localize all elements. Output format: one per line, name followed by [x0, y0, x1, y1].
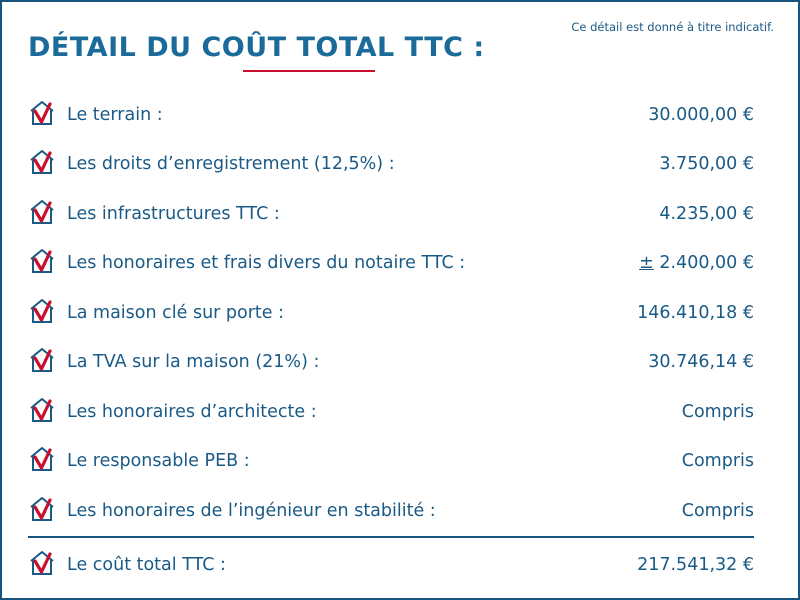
cost-label: La TVA sur la maison (21%) :: [67, 352, 320, 373]
cost-row-architecte: [28, 387, 754, 437]
cost-row-ingenieur: [28, 486, 754, 536]
cost-label: La maison clé sur porte :: [67, 302, 285, 323]
total-value: 217.541,32 €: [637, 555, 754, 575]
disclaimer-note: Ce détail est donné à titre indicatif.: [571, 20, 774, 34]
cost-value: Compris: [681, 500, 754, 521]
house-check-icon: [28, 350, 67, 374]
cost-row-droits: [28, 140, 754, 190]
house-check-icon: [28, 553, 67, 577]
cost-value: [639, 253, 754, 273]
cost-list: [28, 90, 754, 536]
cost-label: Les droits d’enregistrement (12,5%) :: [67, 154, 395, 175]
cost-label: Les honoraires de l’ingénieur en stabilité :: [67, 500, 436, 521]
house-check-icon: [28, 152, 67, 176]
house-check-icon: [28, 449, 67, 473]
house-check-icon: [28, 301, 67, 325]
total-label: Le coût total TTC :: [67, 555, 226, 575]
total-divider: [28, 536, 754, 538]
approx-sign: ±: [639, 253, 654, 274]
cost-row-maison: [28, 288, 754, 338]
cost-value: 146.410,18 €: [637, 302, 754, 323]
house-check-icon: [28, 103, 67, 127]
cost-label: Le terrain :: [67, 104, 163, 125]
house-check-icon: [28, 400, 67, 424]
cost-amount: 2.400,00 €: [653, 253, 754, 274]
cost-label: Les honoraires et frais divers du notaire TTC :: [67, 253, 466, 274]
cost-value: Compris: [681, 401, 754, 422]
cost-row-tva: [28, 338, 754, 388]
cost-row-terrain: [28, 90, 754, 140]
cost-label: Le responsable PEB :: [67, 451, 250, 472]
cost-value: 30.000,00 €: [648, 104, 754, 125]
cost-row-notaire: [28, 239, 754, 289]
cost-label: Les honoraires d’architecte :: [67, 401, 317, 422]
cost-value: 4.235,00 €: [659, 203, 754, 224]
page-title: DÉTAIL DU COÛT TOTAL TTC :: [28, 32, 485, 63]
cost-value: 3.750,00 €: [659, 154, 754, 175]
cost-row-infrastructures: [28, 189, 754, 239]
cost-value: 30.746,14 €: [648, 352, 754, 373]
cost-label: Les infrastructures TTC :: [67, 203, 280, 224]
total-row: [28, 542, 754, 588]
title-underline: [243, 70, 375, 72]
house-check-icon: [28, 202, 67, 226]
cost-value: Compris: [681, 451, 754, 472]
house-check-icon: [28, 499, 67, 523]
cost-row-peb: [28, 437, 754, 487]
house-check-icon: [28, 251, 67, 275]
